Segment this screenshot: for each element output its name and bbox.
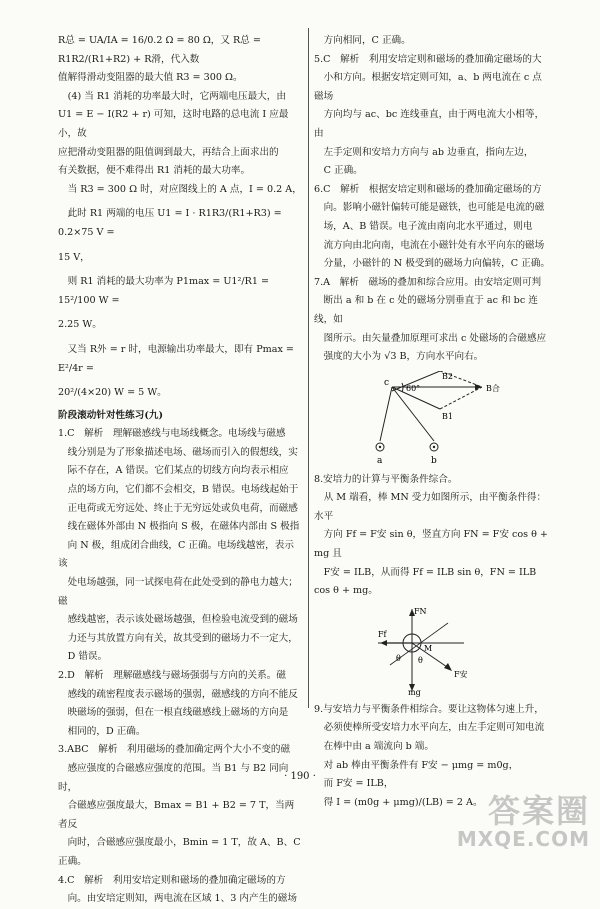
text-line: 处电场越强，同一试探电荷在此处受到的静电力越大；磁 (58, 577, 298, 607)
text-line: 9.与安培力与平衡条件相综合。要让这物体匀速上升， (314, 703, 544, 715)
text-line: 感线的疏密程度表示磁场的强弱，磁感线的方向不能反 (67, 688, 298, 700)
text-line: 场，A、B 错误。电子流由南向北水平通过，则电 (323, 220, 533, 232)
text-line: 而 F安 = ILB， (323, 778, 394, 790)
text-line: 图所示。由矢量叠加原理可求出 c 处磁场的合磁感应 (323, 332, 547, 344)
wire-bc (392, 387, 434, 441)
text-line: C 正确。 (323, 165, 363, 177)
answer-q4 (58, 872, 302, 909)
label-angle: 60° (406, 383, 421, 393)
text-line: 小和方向。根据安培定则可知，a、b 两电流在 c 点磁场 (314, 72, 542, 102)
answer-q3 (58, 741, 302, 871)
wire-ac (380, 387, 392, 441)
text-line: 又当 R外 = r 时，电源输出功率最大，即有 Pmax = E²/4r = (58, 343, 294, 374)
text-line: 2.D 解析 理解磁感线与磁场强弱与方向的关系。磁 (58, 670, 286, 681)
text-line: 线分别是为了形象描述电场、磁场而引入的假想线，实 (67, 446, 298, 458)
text-line: 际不存在，A 错误。它们某点的切线方向均表示相应 (67, 465, 289, 477)
label-theta: θ (396, 653, 401, 663)
vector-diagram (314, 371, 550, 467)
answer-q8 (314, 471, 550, 601)
text-line: 8.安培力的计算与平衡条件综合。 (314, 473, 458, 485)
text-line: 2.25 W。 (58, 319, 102, 331)
force-diagram-figure (314, 605, 550, 697)
text-line: 分量，小磁针的 N 极受到的磁场力向偏转，C 正确。 (323, 258, 550, 270)
text-line: 6.C 解析 根据安培定则和磁场的叠加确定磁场的方 (314, 183, 542, 195)
text-line: 向时，合磁感应强度最小，Bmin = 1 T，故 A、B、C 正确。 (58, 837, 301, 867)
text-line: 3.ABC 解析 利用磁场的叠加确定两个大小不变的磁 (58, 744, 291, 756)
watermark-url: MXQE.COM (456, 827, 590, 851)
text-line: 则 R1 消耗的最大功率为 P1max = U1²/R1 = 15²/100 W = (58, 276, 270, 306)
watermark-logo: 答案圈 (487, 792, 590, 830)
label-fn: FN (414, 606, 427, 616)
text-line: 映磁场的强弱，但在一根直线磁感线上磁场的方向是 (67, 707, 289, 719)
text-line: 正电荷或无穷远处、终止于无穷远处或负电荷，而磁感 (67, 502, 298, 514)
text-line: 对 ab 棒由平衡条件有 F安 − μmg = m0g， (323, 759, 519, 771)
text-line: 得 I = (m0g + μmg)/(LB) = 2 A。 (323, 796, 483, 808)
text-line: 必须使棒所受安培力水平向左，由左手定则可知电流 (323, 722, 545, 734)
label-ff: Ff (378, 629, 387, 639)
text-line: 向 N 极，组成闭合曲线，C 正确。电场线越密，表示该 (58, 539, 294, 570)
label-c: c (384, 377, 390, 388)
text-line: 点的场方向，它们都不会相交，B 错误。电场线起始于 (67, 484, 299, 496)
label-b: b (431, 455, 437, 466)
text-line: 线在磁体外部由 N 极指向 S 极，在磁体内部由 S 极指 (67, 521, 300, 533)
text-line: R总 = UA/IA = 16/0.2 Ω = 80 Ω，又 R总 = R1R2/(R1+R2) + R滑，代入数 (58, 35, 261, 65)
answer-q7 (314, 274, 550, 367)
label-m: M (424, 643, 433, 653)
label-a: a (377, 455, 383, 466)
page-number: · 190 · (284, 771, 316, 782)
text-line: 感应强度的合磁感应强度的范围。当 B1 与 B2 同向时， (58, 762, 289, 793)
text-line: 有关数据，便不难得出 R1 消耗的最大功率。 (58, 165, 251, 177)
field-superposition-figure (314, 371, 550, 467)
text-line: 左手定则和安培力方向与 ab 边垂直，指向左边， (323, 146, 534, 158)
answer-q2 (58, 667, 302, 741)
text-line: 方向 Ff = F安 sin θ，竖直方向 FN = F安 cos θ + mg 且 (314, 529, 548, 560)
text-line: 应把滑动变阻器的阻值调到最大，再结合上面求出的 (58, 146, 279, 158)
text-line: 20²/(4×20) W = 5 W。 (58, 387, 167, 399)
arrowhead (380, 640, 387, 646)
text-line: 在棒中由 a 端流向 b 端。 (323, 741, 434, 753)
answer-q5 (314, 51, 550, 181)
text-line: 1.C 解析 理解磁感线与电场线概念。电场线与磁感 (58, 428, 286, 440)
text-line: 此时 R1 两端的电压 U1 = I · R1R3/(R1+R3) = 0.2×75 V = (58, 208, 282, 238)
force-diagram (314, 605, 550, 697)
label-bsum: B合 (486, 383, 500, 393)
text-line: 感线越密，表示该处磁场越强，但检验电流受到的磁场 (67, 614, 298, 626)
text-line: 从 M 端看，棒 MN 受力如图所示，由平衡条件得：水平 (314, 492, 547, 522)
text-line: 断出 a 和 b 在 c 处的磁场分别垂直于 ac 和 bc 连线，如 (314, 295, 538, 325)
text-line: 强度的大小为 √3 B，方向水平向右。 (323, 351, 484, 363)
text-line: F安 = ILB，从而得 Ff = ILB sin θ，FN = ILB cos θ + mg。 (314, 566, 537, 597)
text-line: 方向均与 ac、bc 连线垂直，由于两电流大小相等，由 (314, 109, 545, 139)
label-theta: θ (418, 655, 423, 665)
watermark (457, 794, 590, 850)
answer-q1 (58, 425, 302, 667)
text-line: 流方向由北向南，电流在小磁针处有水平向东的磁场 (323, 239, 545, 251)
column-divider (308, 28, 309, 708)
dashed-line (440, 387, 482, 409)
answer-q6 (314, 181, 550, 274)
text-line: 当 R3 = 300 Ω 时，对应图线上的 A 点，I = 0.2 A， (67, 183, 302, 195)
text-line: 5.C 解析 利用安培定则和磁场的叠加确定磁场的大 (314, 53, 542, 65)
label-mg: mg (408, 687, 421, 697)
text-line: 力还与其放置方向有关，故其受到的磁场力不一定大， (67, 632, 298, 644)
text-line: 15 V， (58, 251, 90, 263)
text-line: D 错误。 (67, 651, 108, 663)
label-fan: F安 (454, 669, 468, 679)
arrowhead (444, 663, 452, 671)
text-line: 4.C 解析 利用安培定则和磁场的叠加确定磁场的方 (58, 874, 286, 886)
text-line: 向。由安培定则知，两电流在区域 1、3 内产生的磁场 (67, 893, 297, 905)
right-column (314, 32, 550, 812)
text-line: 方向相同，C 正确。 (323, 35, 411, 46)
current-dot (433, 445, 435, 447)
text-line: U1 = E − I(R2 + r) 可知，这时电路的总电流 I 应最小，故 (58, 109, 289, 139)
text-line: 7.A 解析 磁场的叠加和综合应用。由安培定则可判 (314, 276, 542, 288)
text-line: 向。影响小磁针偏转可能是磁铁，也可能是电流的磁 (323, 202, 545, 214)
label-b1: B1 (442, 411, 453, 421)
section-heading: 阶段滚动针对性练习(九) (58, 409, 164, 421)
current-dot (379, 445, 381, 447)
label-b2: B2 (442, 371, 453, 381)
text-line: 合磁感应强度最大，Bmax = B1 + B2 = 7 T，当两者反 (58, 800, 295, 830)
text-line: 值解得滑动变阻器的最大值 R3 = 300 Ω。 (58, 72, 243, 84)
text-line: (4) 当 R1 消耗的功率最大时，它两端电压最大，由 (67, 90, 286, 102)
text-line: 相同的，D 正确。 (67, 725, 146, 737)
